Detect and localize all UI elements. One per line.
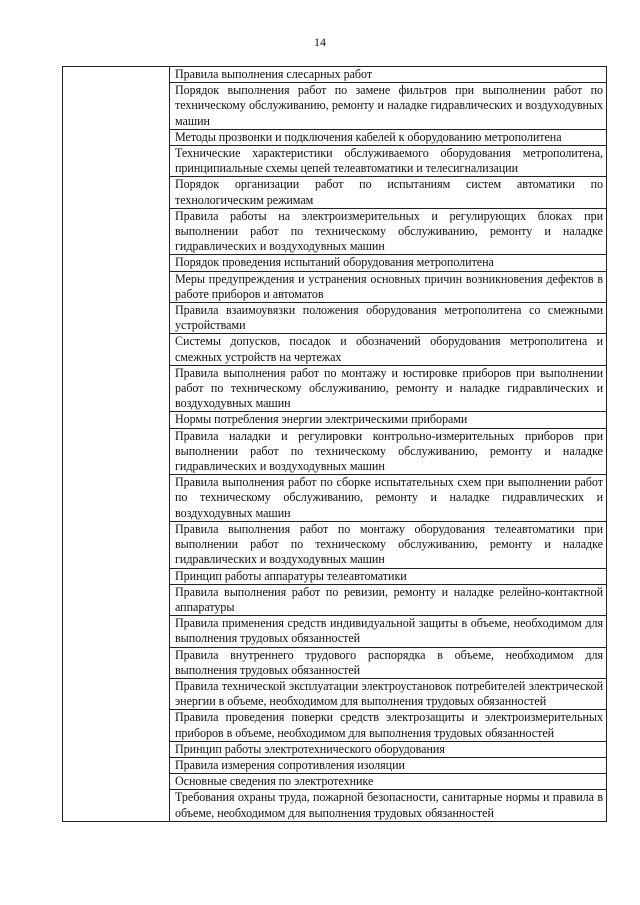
item-cell: Правила внутреннего трудового распорядка в объеме, необходимом для выполнения трудовых обязанностей bbox=[170, 647, 607, 678]
table-row bbox=[63, 67, 607, 83]
page-number: 14 bbox=[314, 35, 326, 49]
item-cell: Требования охраны труда, пожарной безопасности, санитарные нормы и правила в объеме, необходимом для выполнения трудовых обязанностей bbox=[170, 790, 607, 821]
item-cell: Правила взаимоувязки положения оборудования метрополитена со смежными устройствами bbox=[170, 303, 607, 334]
item-cell: Правила работы на электроизмерительных и регулирующих блоках при выполнении работ по техническому обслуживанию, ремонту и наладке гидравлических и воздуходувных машин bbox=[170, 208, 607, 255]
item-cell: Правила выполнения работ по монтажу оборудования телеавтоматики при выполнении работ по техническому обслуживанию, ремонту и наладке гидравлических и воздуходувных машин bbox=[170, 521, 607, 568]
item-cell: Технические характеристики обслуживаемого оборудования метрополитена, принципиальные схемы цепей телеавтоматики и телесигнализации bbox=[170, 146, 607, 177]
item-cell: Порядок проведения испытаний оборудования метрополитена bbox=[170, 255, 607, 271]
item-cell: Правила наладки и регулировки контрольно-измерительных приборов при выполнении работ по техническому обслуживанию, ремонту и наладке гидравлических и воздуходувных машин bbox=[170, 428, 607, 475]
item-cell: Порядок организации работ по испытаниям систем автоматики по технологическим режимам bbox=[170, 177, 607, 208]
item-cell: Системы допусков, посадок и обозначений оборудования метрополитена и смежных устройств на чертежах bbox=[170, 334, 607, 365]
left-column-cell bbox=[63, 67, 170, 822]
item-cell: Методы прозвонки и подключения кабелей к оборудованию метрополитена bbox=[170, 129, 607, 145]
item-cell: Правила применения средств индивидуальной защиты в объеме, необходимом для выполнения трудовых обязанностей bbox=[170, 616, 607, 647]
item-cell: Правила выполнения работ по сборке испытательных схем при выполнении работ по техническому обслуживанию, ремонту и наладке гидравлических и воздуходувных машин bbox=[170, 475, 607, 522]
item-cell: Принцип работы аппаратуры телеавтоматики bbox=[170, 568, 607, 584]
item-cell: Правила технической эксплуатации электроустановок потребителей электрической энергии в объеме, необходимом для выполнения трудовых обязанностей bbox=[170, 678, 607, 709]
item-cell: Правила выполнения работ по ревизии, ремонту и наладке релейно-контактной аппаратуры bbox=[170, 584, 607, 615]
item-cell: Принцип работы электротехнического оборудования bbox=[170, 741, 607, 757]
requirements-table bbox=[62, 66, 607, 822]
item-cell: Правила выполнения работ по монтажу и юстировке приборов при выполнении работ по техническому обслуживанию, ремонту и наладке гидравлических и воздуходувных машин bbox=[170, 365, 607, 412]
item-cell: Нормы потребления энергии электрическими приборами bbox=[170, 412, 607, 428]
item-cell: Основные сведения по электротехнике bbox=[170, 774, 607, 790]
item-cell: Меры предупреждения и устранения основных причин возникновения дефектов в работе приборов и автоматов bbox=[170, 271, 607, 302]
item-cell: Правила измерения сопротивления изоляции bbox=[170, 757, 607, 773]
item-cell: Правила проведения поверки средств электрозащиты и электроизмерительных приборов в объеме, необходимом для выполнения трудовых обязанностей bbox=[170, 710, 607, 741]
item-cell: Правила выполнения слесарных работ bbox=[170, 67, 607, 83]
item-cell: Порядок выполнения работ по замене фильтров при выполнении работ по техническому обслуживанию, ремонту и наладке гидравлических и воздуходувных машин bbox=[170, 83, 607, 130]
